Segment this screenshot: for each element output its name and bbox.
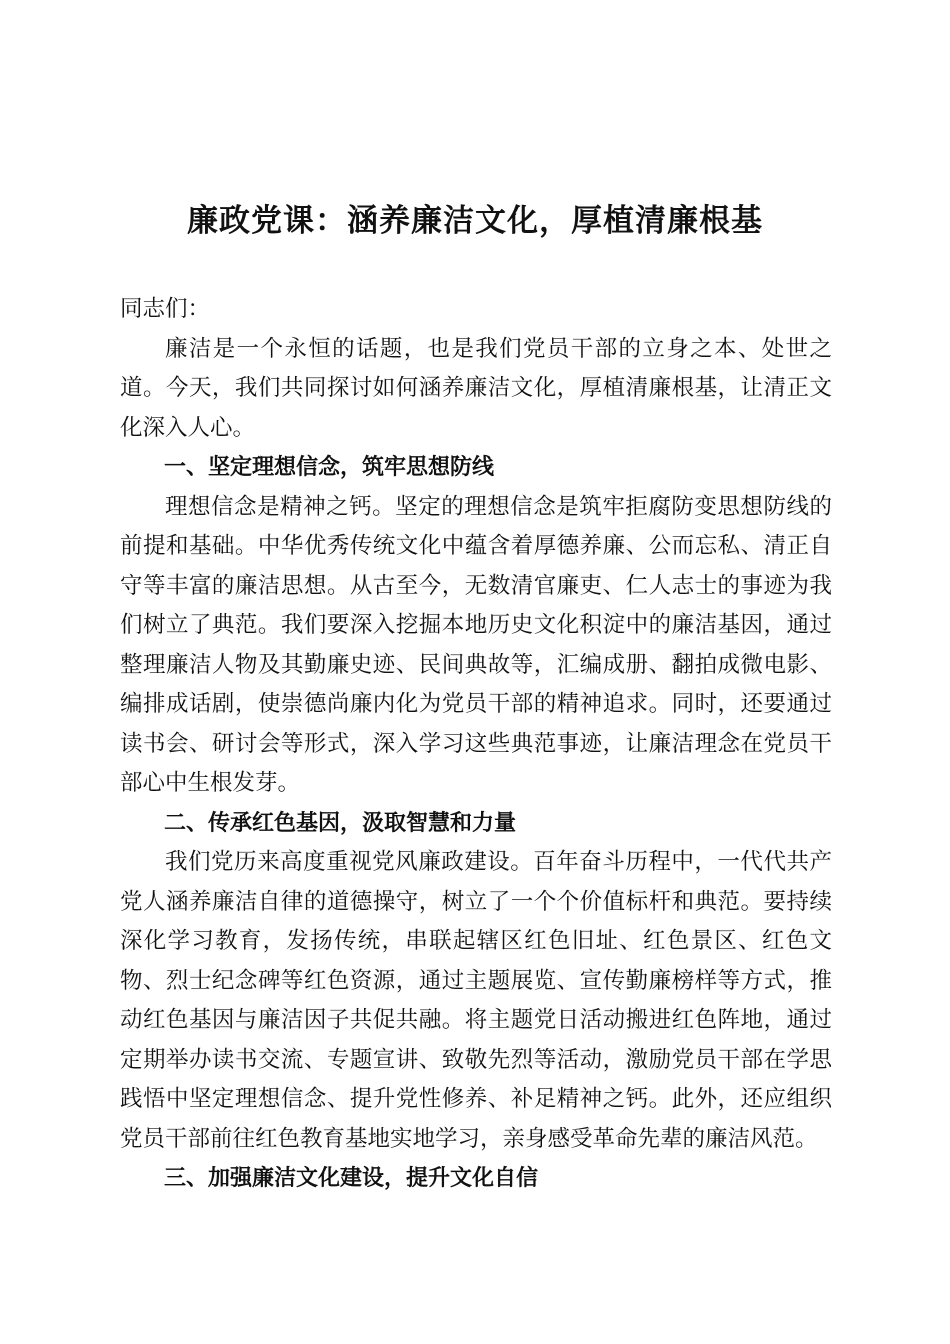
document-body: [120, 290, 832, 1199]
section-2-paragraph: 我们党历来高度重视党风廉政建设。百年奋斗历程中，一代代共产党人涵养廉洁自律的道德操守，树立了一个个价值标杆和典范。要持续深化学习教育，发扬传统，串联起辖区红色旧址、红色景区、红色文物、烈士纪念碑等红色资源，通过主题展览、宣传勤廉榜样等方式，推动红色基因与廉洁因子共促共融。将主题党日活动搬进红色阵地，通过定期举办读书交流、专题宣讲、致敬先烈等活动，激励党员干部在学思践悟中坚定理想信念、提升党性修养、补足精神之钙。此外，还应组织党员干部前往红色教育基地实地学习，亲身感受革命先辈的廉洁风范。: [120, 849, 832, 1152]
section-1-paragraph: 理想信念是精神之钙。坚定的理想信念是筑牢拒腐防变思想防线的前提和基础。中华优秀传统文化中蕴含着厚德养廉、公而忘私、清正自守等丰富的廉洁思想。从古至今，无数清官廉吏、仁人志士的事迹为我们树立了典范。我们要深入挖掘本地历史文化积淀中的廉洁基因，通过整理廉洁人物及其勤廉史迹、民间典故等，汇编成册、翻拍成微电影、编排成话剧，使崇德尚廉内化为党员干部的精神追求。同时，还要通过读书会、研讨会等形式，深入学习这些典范事迹，让廉洁理念在党员干部心中生根发芽。: [120, 493, 832, 796]
intro-paragraph: 廉洁是一个永恒的话题，也是我们党员干部的立身之本、处世之道。今天，我们共同探讨如何涵养廉洁文化，厚植清廉根基，让清正文化深入人心。: [120, 335, 832, 441]
section-3-heading: 三、加强廉洁文化建设，提升文化自信: [164, 1166, 539, 1191]
section-2-heading: 二、传承红色基因，汲取智慧和力量: [164, 810, 517, 836]
salutation: 同志们：: [120, 296, 211, 322]
section-1-heading: 一、坚定理想信念，筑牢思想防线: [164, 455, 495, 480]
document-title: 廉政党课：涵养廉洁文化，厚植清廉根基: [187, 203, 763, 239]
